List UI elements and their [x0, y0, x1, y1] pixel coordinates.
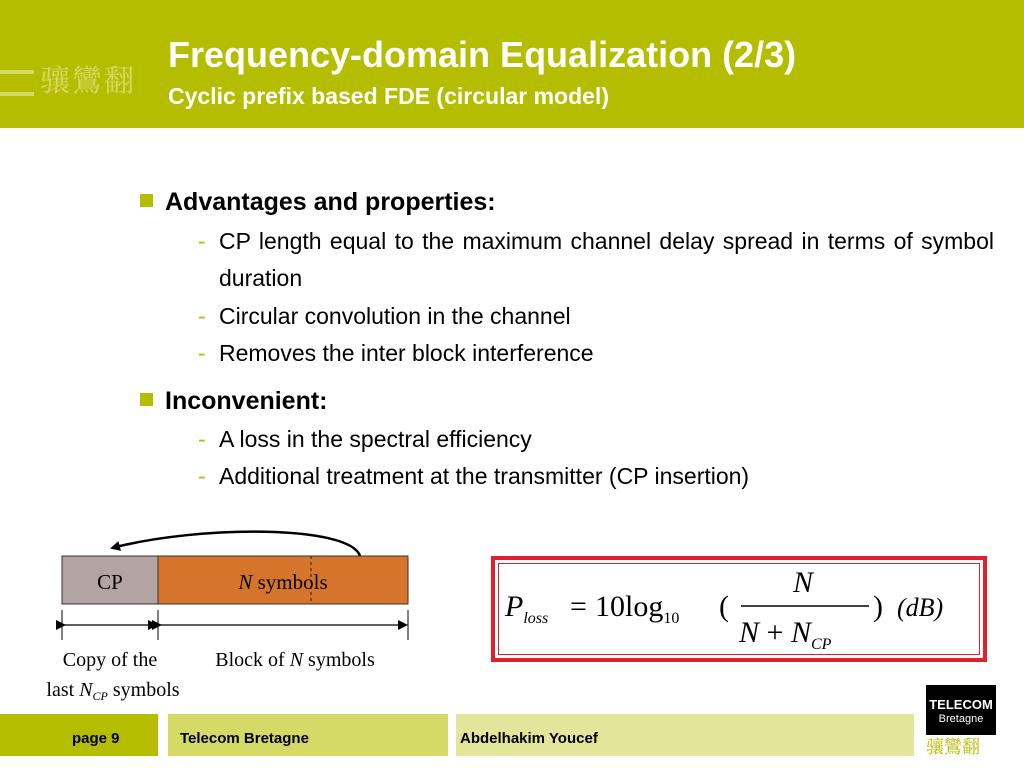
bullet-item	[198, 458, 994, 495]
dash-bullet-icon: -	[198, 340, 206, 366]
ploss-formula-box	[491, 556, 987, 662]
bullet-item-text: A loss in the spectral efficiency	[219, 426, 532, 452]
caption-left-line1: Copy of the	[62, 649, 158, 671]
bullet-item	[198, 223, 994, 297]
section-heading-text: Advantages and properties:	[165, 188, 496, 216]
logo-mark-glyphs: 骧鸞翻	[926, 737, 980, 758]
section-heading-text: Inconvenient:	[165, 387, 328, 415]
dash-bullet-icon: -	[198, 463, 206, 489]
caption-right: Block of N symbols	[215, 649, 375, 671]
ploss-formula	[495, 560, 983, 658]
formula-lhs: $P_{loss}$	[505, 590, 549, 627]
bullet-item	[198, 335, 994, 372]
logo-line2: Bretagne	[938, 713, 984, 725]
bullet-item-text: Additional treatment at the transmitter (CP insertion)	[219, 463, 750, 489]
block-label-text: symbols	[257, 570, 328, 594]
formula-unit: (dB)	[897, 593, 944, 622]
square-bullet-icon	[140, 393, 153, 406]
cp-label: CP	[97, 570, 123, 594]
section-heading-advantages	[140, 187, 496, 217]
block-label	[237, 570, 327, 594]
dash-bullet-icon: -	[198, 228, 206, 254]
telecom-bretagne-logo	[926, 685, 996, 735]
footer-author: Abdelhakim Youcef	[456, 714, 914, 756]
formula-open-paren: (	[719, 590, 729, 623]
formula-coef: $10\log_{10}$	[595, 590, 680, 627]
logo-glyphs: 骧鸞翻	[40, 64, 136, 99]
dash-bullet-icon: -	[198, 303, 206, 329]
slide-subtitle: Cyclic prefix based FDE (circular model)	[168, 83, 609, 109]
formula-equals: =	[570, 590, 587, 623]
logo-line1: TELECOM	[929, 697, 993, 712]
cyclic-prefix-diagram	[0, 520, 480, 710]
slide-title: Frequency-domain Equalization (2/3)	[168, 34, 797, 75]
square-bullet-icon	[140, 194, 153, 207]
header-band	[0, 0, 1024, 128]
logo-bar-icon	[0, 70, 34, 96]
bullet-item	[198, 421, 994, 458]
dash-bullet-icon: -	[198, 426, 206, 452]
formula-close-paren: )	[873, 590, 883, 623]
copy-arrow	[112, 532, 360, 556]
block-label-var: N	[238, 570, 253, 594]
section-heading-inconvenient	[140, 386, 328, 416]
bullet-item-text: CP length equal to the maximum channel delay spread in terms of symbol duration	[219, 228, 994, 291]
bullet-item-text: Removes the inter block interference	[219, 340, 594, 366]
footer-page-number: page 9	[0, 714, 158, 756]
bullet-item-text: Circular convolution in the channel	[219, 303, 571, 329]
school-logo-watermark	[0, 60, 160, 104]
footer-institution: Telecom Bretagne	[168, 714, 448, 756]
formula-numerator: N	[792, 566, 814, 599]
caption-left-line2: last $N_{CP}$ symbols	[46, 679, 180, 703]
formula-denominator: $N + N_{CP}$	[739, 616, 832, 653]
bullet-item	[198, 298, 994, 335]
